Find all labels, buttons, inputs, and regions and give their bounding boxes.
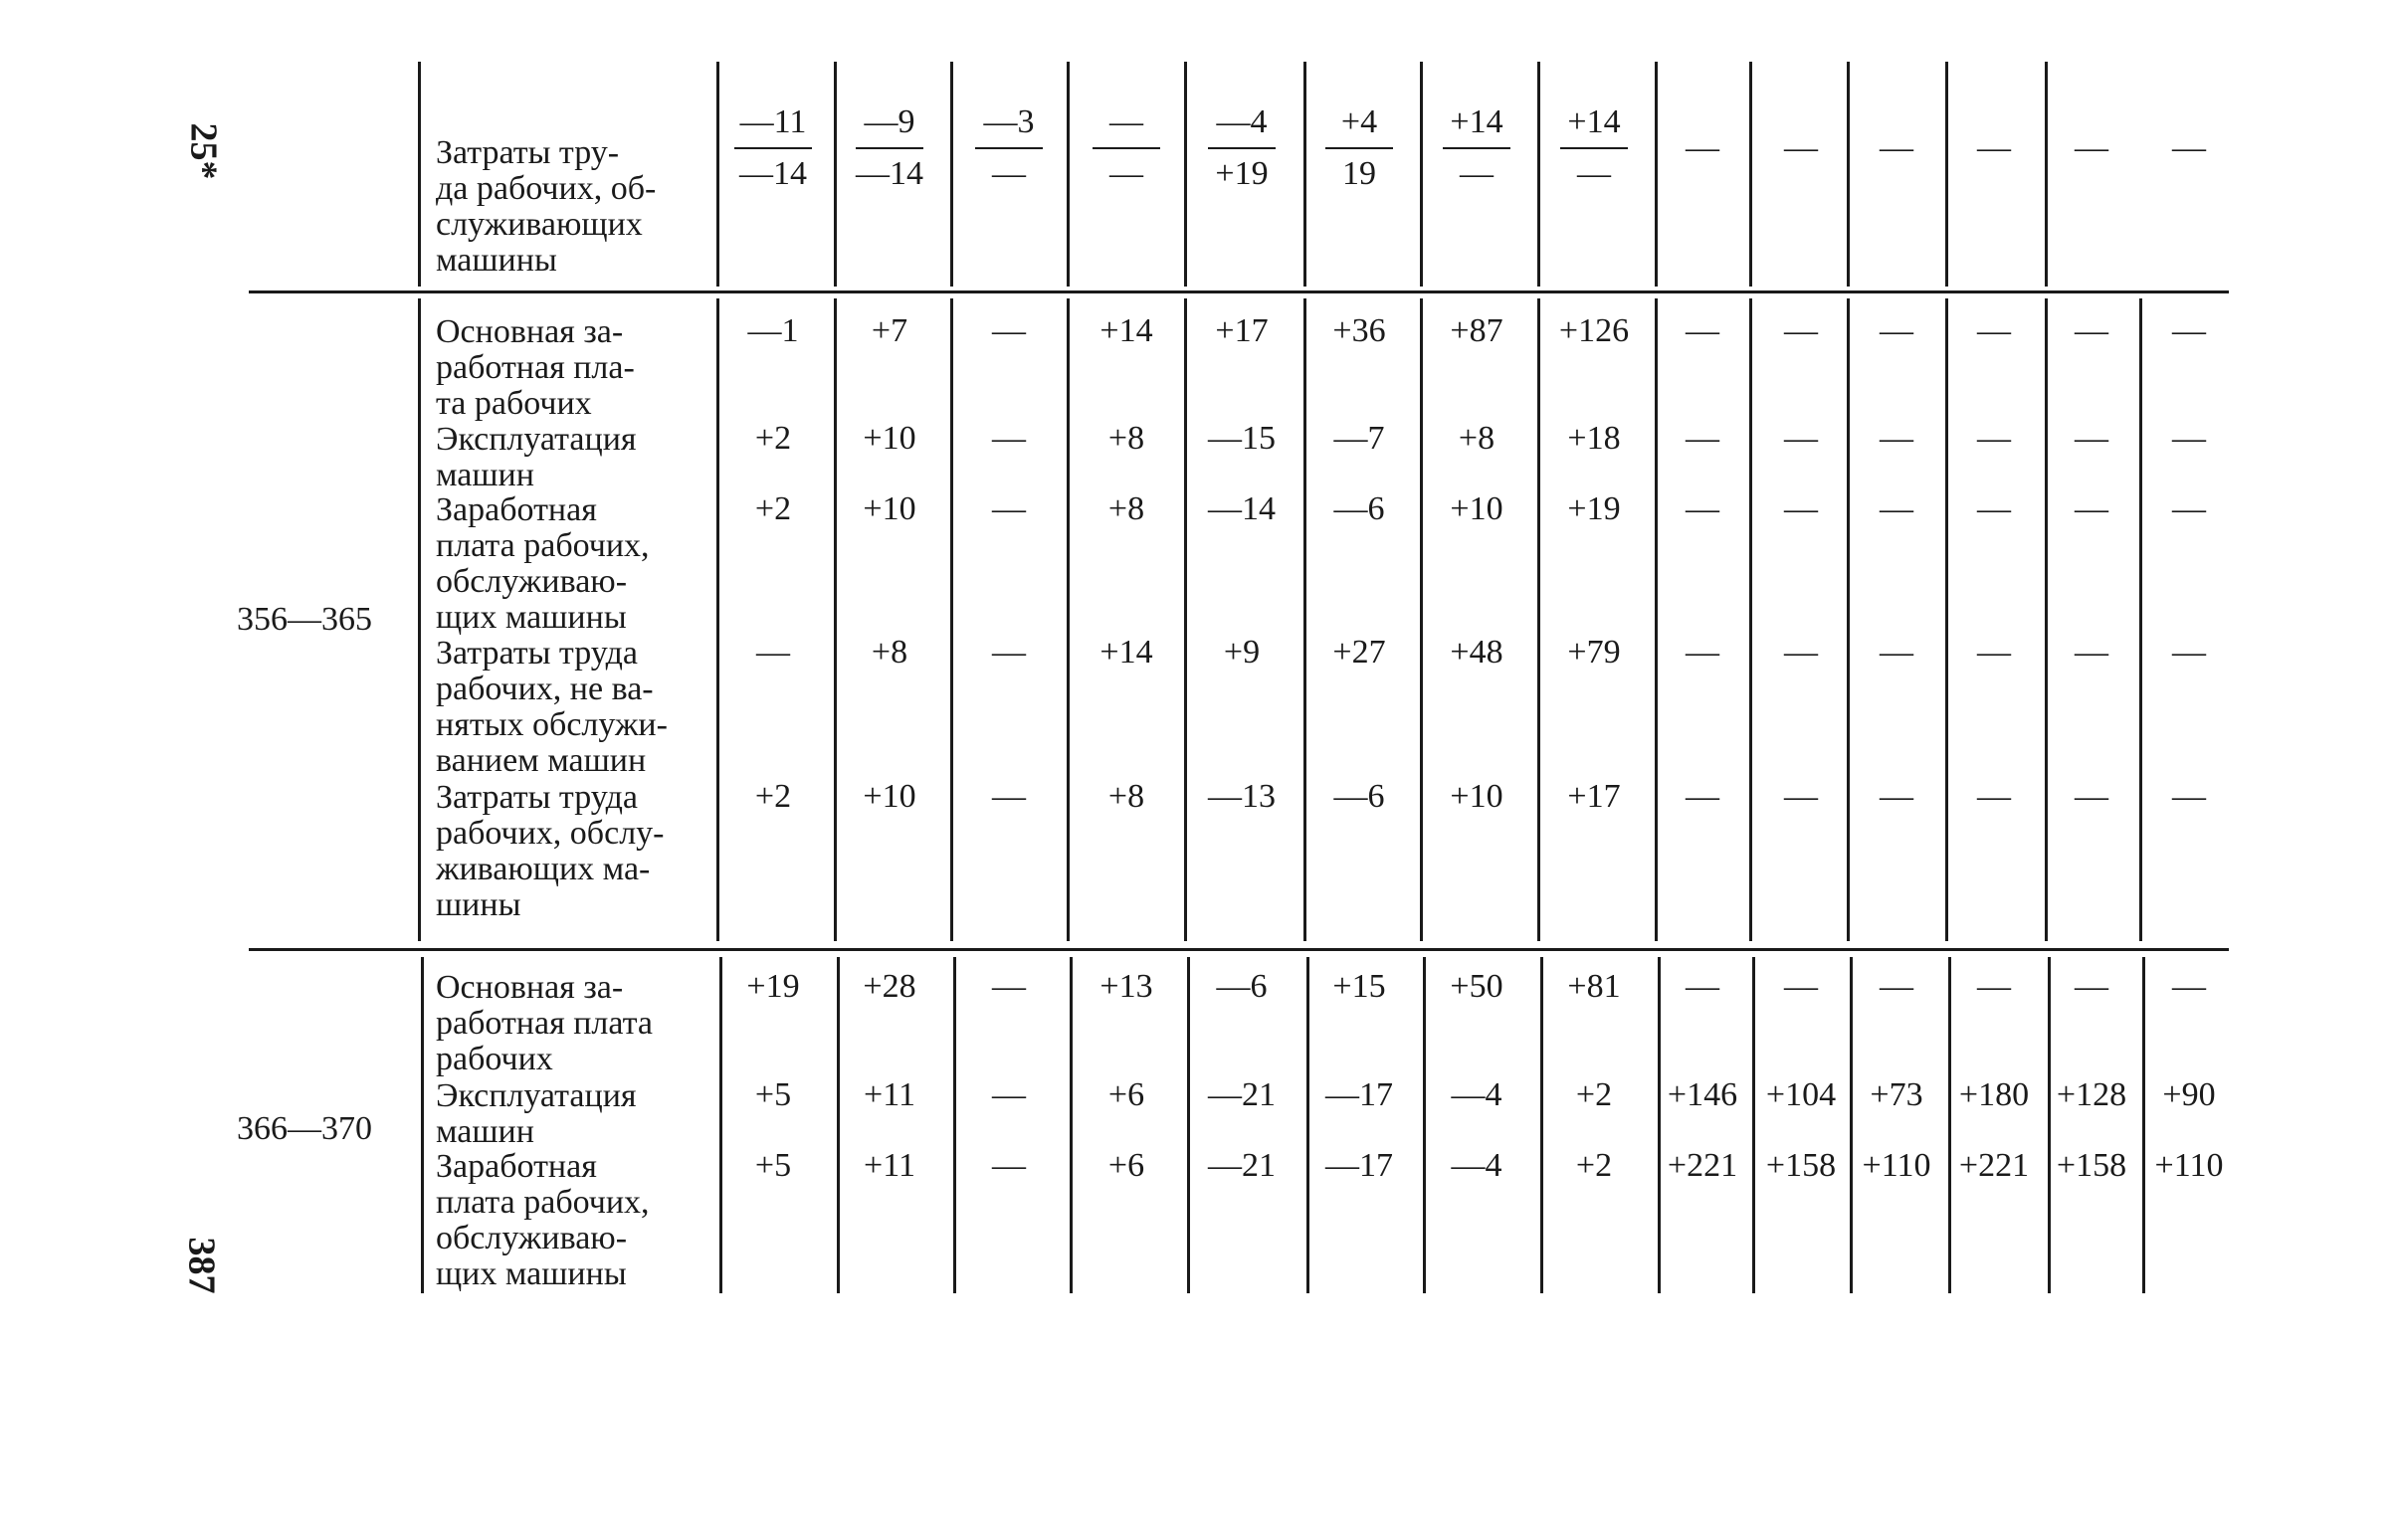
table-cell: +221 xyxy=(1958,1147,2030,1184)
table-cell: —15 xyxy=(1208,420,1276,457)
table-cell: +221 xyxy=(1667,1147,1738,1184)
table-cell: +11 xyxy=(864,1076,915,1113)
column-rule xyxy=(837,957,840,1293)
table-cell: — xyxy=(2075,634,2108,671)
row-label-line: машины xyxy=(436,242,557,279)
table-cell: +10 xyxy=(863,490,916,527)
table-cell: — xyxy=(1880,420,1913,457)
table-cell: — xyxy=(1977,968,2011,1005)
table-cell: +158 xyxy=(2056,1147,2127,1184)
row-label-line: рабочих xyxy=(436,1041,553,1077)
table-cell: — xyxy=(2172,312,2206,349)
table-cell: +50 xyxy=(1450,968,1503,1005)
fraction-numerator: —4 xyxy=(1208,97,1276,149)
table-cell: +15 xyxy=(1332,968,1386,1005)
table-cell: +128 xyxy=(2056,1076,2127,1113)
table-cell: +27 xyxy=(1332,634,1386,671)
fraction-numerator: +14 xyxy=(1560,97,1628,149)
table-cell: — xyxy=(2075,778,2108,815)
row-label-line: обслуживаю- xyxy=(436,563,628,600)
column-rule xyxy=(1067,298,1070,941)
row-label-line: рабочих, обслу- xyxy=(436,815,665,852)
column-rule xyxy=(1948,957,1951,1293)
table-cell: +8 xyxy=(1107,490,1145,527)
table-cell: +180 xyxy=(1958,1076,2030,1113)
table-cell: — xyxy=(2172,634,2206,671)
row-label-line: нятых обслужи- xyxy=(436,706,668,743)
table-cell: — xyxy=(992,634,1026,671)
table-cell: — xyxy=(1977,420,2011,457)
page-number: 387 xyxy=(180,1237,223,1294)
table-cell: +73 xyxy=(1870,1076,1923,1113)
table-cell: — xyxy=(1784,968,1818,1005)
table-cell: — xyxy=(992,778,1026,815)
table-cell: +104 xyxy=(1765,1076,1837,1113)
column-rule xyxy=(1749,62,1752,287)
row-label-line: Основная за- xyxy=(436,313,624,350)
table-cell: +14 xyxy=(1099,312,1153,349)
table-cell: +18 xyxy=(1567,420,1621,457)
fraction-numerator: +14 xyxy=(1443,97,1510,149)
column-rule xyxy=(421,957,424,1293)
table-cell: +48 xyxy=(1450,634,1503,671)
column-rule xyxy=(1850,957,1853,1293)
table-cell: — xyxy=(1784,312,1818,349)
table-cell: — xyxy=(1784,420,1818,457)
fraction-cell xyxy=(1422,97,1531,199)
column-rule xyxy=(953,957,956,1293)
fraction-cell xyxy=(1539,97,1649,199)
row-label-line: Эксплуатация xyxy=(436,421,637,458)
table-cell: — xyxy=(1784,490,1818,527)
table-cell: +2 xyxy=(754,420,792,457)
table-cell: +10 xyxy=(1450,778,1503,815)
table-cell: — xyxy=(2075,490,2108,527)
fraction-cell xyxy=(1187,97,1297,199)
column-rule xyxy=(1749,298,1752,941)
table-cell: — xyxy=(756,634,790,671)
table-cell: — xyxy=(2172,490,2206,527)
table-cell: — xyxy=(1784,778,1818,815)
table-cell: —6 xyxy=(1333,778,1385,815)
table-cell: — xyxy=(2172,968,2206,1005)
fraction-denominator: — xyxy=(1577,155,1611,192)
column-rule xyxy=(1420,298,1423,941)
table-cell: +9 xyxy=(1223,634,1261,671)
table-cell: —17 xyxy=(1325,1147,1393,1184)
fraction-numerator: — xyxy=(1093,97,1160,149)
table-cell: +158 xyxy=(1765,1147,1837,1184)
row-label-line: служивающих xyxy=(436,206,643,243)
table-cell: +8 xyxy=(1107,778,1145,815)
column-rule xyxy=(1070,957,1073,1293)
column-rule xyxy=(1303,298,1306,941)
table-cell: +11 xyxy=(864,1147,915,1184)
table-cell: — xyxy=(2075,968,2108,1005)
fraction-denominator: +19 xyxy=(1215,155,1269,192)
table-cell: +6 xyxy=(1107,1147,1145,1184)
table-cell: — xyxy=(2172,129,2206,166)
row-label-line: машин xyxy=(436,457,534,493)
row-range-366-370: 366—370 xyxy=(237,1110,372,1147)
table-cell: +8 xyxy=(1458,420,1496,457)
row-label-line: Эксплуатация xyxy=(436,1077,637,1114)
table-cell: — xyxy=(1977,129,2011,166)
row-label-line: та рабочих xyxy=(436,385,592,422)
table-cell: — xyxy=(1880,129,1913,166)
table-cell: — xyxy=(1686,312,1719,349)
fraction-denominator: — xyxy=(992,155,1026,192)
column-rule xyxy=(1423,957,1426,1293)
row-label-line: Заработная xyxy=(436,1148,597,1185)
table-cell: — xyxy=(1880,778,1913,815)
table-cell: — xyxy=(992,1076,1026,1113)
row-label-line: щих машины xyxy=(436,599,627,636)
row-label-line: плата рабочих, xyxy=(436,527,650,564)
table-cell: —6 xyxy=(1333,490,1385,527)
table-cell: +28 xyxy=(863,968,916,1005)
column-rule xyxy=(719,957,722,1293)
column-rule xyxy=(1184,298,1187,941)
row-label-line: плата рабочих, xyxy=(436,1184,650,1221)
table-cell: — xyxy=(1686,490,1719,527)
table-cell: — xyxy=(1977,312,2011,349)
table-cell: +87 xyxy=(1450,312,1503,349)
column-rule xyxy=(1945,298,1948,941)
table-cell: —14 xyxy=(1208,490,1276,527)
column-rule xyxy=(1067,62,1070,287)
table-cell: —1 xyxy=(747,312,799,349)
table-cell: +2 xyxy=(1575,1076,1613,1113)
column-rule xyxy=(2045,62,2048,287)
fraction-numerator: +4 xyxy=(1325,97,1393,149)
column-rule xyxy=(1847,298,1850,941)
table-cell: +19 xyxy=(746,968,800,1005)
fraction-denominator: 19 xyxy=(1342,155,1376,192)
table-cell: +2 xyxy=(754,778,792,815)
fraction-numerator: —9 xyxy=(856,97,923,149)
table-cell: — xyxy=(992,1147,1026,1184)
row-label-line: Заработная xyxy=(436,491,597,528)
row-label-line: Затраты тру- xyxy=(436,134,620,171)
row-range-356-365: 356—365 xyxy=(237,601,372,638)
table-cell: — xyxy=(992,420,1026,457)
column-rule xyxy=(2139,298,2142,941)
table-cell: — xyxy=(1686,968,1719,1005)
fraction-numerator: —11 xyxy=(734,97,813,149)
table-cell: — xyxy=(1686,634,1719,671)
table-cell: — xyxy=(1977,634,2011,671)
table-cell: — xyxy=(1880,634,1913,671)
table-cell: —4 xyxy=(1451,1147,1502,1184)
table-cell: —7 xyxy=(1333,420,1385,457)
fraction-cell xyxy=(1072,97,1181,199)
column-rule xyxy=(1306,957,1309,1293)
table-cell: —6 xyxy=(1216,968,1268,1005)
table-cell: +17 xyxy=(1567,778,1621,815)
table-cell: — xyxy=(1686,778,1719,815)
table-cell: +8 xyxy=(871,634,908,671)
row-label-line: ванием машин xyxy=(436,742,647,779)
table-cell: +79 xyxy=(1567,634,1621,671)
table-cell: +17 xyxy=(1215,312,1269,349)
table-cell: — xyxy=(2075,312,2108,349)
row-label-line: машин xyxy=(436,1113,534,1150)
table-cell: — xyxy=(1784,634,1818,671)
table-cell: — xyxy=(2172,420,2206,457)
table-cell: — xyxy=(1686,420,1719,457)
table-cell: +126 xyxy=(1558,312,1630,349)
column-rule xyxy=(950,62,953,287)
column-rule xyxy=(1945,62,1948,287)
table-cell: +7 xyxy=(871,312,908,349)
column-rule xyxy=(1655,298,1658,941)
table-cell: — xyxy=(1880,968,1913,1005)
row-label-line: работная плата xyxy=(436,1005,653,1042)
row-label-line: щих машины xyxy=(436,1255,627,1292)
column-rule xyxy=(950,298,953,941)
table-cell: +5 xyxy=(754,1147,792,1184)
row-label-line: живающих ма- xyxy=(436,851,651,887)
column-rule xyxy=(2142,957,2145,1293)
section-divider-1 xyxy=(249,290,2229,293)
fraction-denominator: — xyxy=(1460,155,1494,192)
column-rule xyxy=(1752,957,1755,1293)
table-cell: — xyxy=(992,968,1026,1005)
row-label-line: Затраты труда xyxy=(436,779,639,816)
table-cell: — xyxy=(992,312,1026,349)
row-label-line: Основная за- xyxy=(436,969,624,1006)
column-rule xyxy=(716,298,719,941)
table-cell: +10 xyxy=(863,420,916,457)
table-cell: +13 xyxy=(1099,968,1153,1005)
table-cell: +10 xyxy=(863,778,916,815)
column-rule xyxy=(418,62,421,287)
fraction-cell xyxy=(835,97,944,199)
table-cell: +81 xyxy=(1567,968,1621,1005)
section-divider-2 xyxy=(249,948,2229,951)
column-rule xyxy=(834,298,837,941)
table-cell: — xyxy=(2172,778,2206,815)
table-cell: +19 xyxy=(1567,490,1621,527)
column-rule xyxy=(1537,298,1540,941)
table-cell: +2 xyxy=(754,490,792,527)
table-cell: — xyxy=(992,490,1026,527)
table-cell: —4 xyxy=(1451,1076,1502,1113)
table-cell: — xyxy=(2075,420,2108,457)
table-cell: — xyxy=(1977,778,2011,815)
column-rule xyxy=(2048,957,2051,1293)
row-label-line: рабочих, не ва- xyxy=(436,671,654,707)
table-cell: — xyxy=(2075,129,2108,166)
table-cell: +36 xyxy=(1332,312,1386,349)
table-cell: — xyxy=(1977,490,2011,527)
table-cell: —21 xyxy=(1208,1076,1276,1113)
table-cell: +14 xyxy=(1099,634,1153,671)
table-cell: —13 xyxy=(1208,778,1276,815)
row-label-line: Затраты труда xyxy=(436,635,639,672)
table-cell: — xyxy=(1784,129,1818,166)
fraction-cell xyxy=(1304,97,1414,199)
table-cell: +8 xyxy=(1107,420,1145,457)
row-label-line: обслуживаю- xyxy=(436,1220,628,1256)
table-cell: +5 xyxy=(754,1076,792,1113)
row-label-line: работная пла- xyxy=(436,349,635,386)
table-cell: —17 xyxy=(1325,1076,1393,1113)
fraction-denominator: —14 xyxy=(739,155,807,192)
column-rule xyxy=(1655,62,1658,287)
column-rule xyxy=(2045,298,2048,941)
table-cell: +110 xyxy=(1862,1147,1931,1184)
column-rule xyxy=(418,298,421,941)
table-cell: +110 xyxy=(2154,1147,2224,1184)
column-rule xyxy=(1847,62,1850,287)
row-label-line: да рабочих, об- xyxy=(436,170,657,207)
fraction-denominator: —14 xyxy=(856,155,923,192)
table-cell: — xyxy=(1880,490,1913,527)
column-rule xyxy=(1540,957,1543,1293)
table-cell: +146 xyxy=(1667,1076,1738,1113)
table-cell: +2 xyxy=(1575,1147,1613,1184)
column-rule xyxy=(1658,957,1661,1293)
page-mark-top: 25* xyxy=(182,122,225,180)
table-cell: —21 xyxy=(1208,1147,1276,1184)
row-label-line: шины xyxy=(436,886,521,923)
fraction-numerator: —3 xyxy=(975,97,1043,149)
table-cell: +90 xyxy=(2162,1076,2216,1113)
table-cell: +10 xyxy=(1450,490,1503,527)
table-cell: +6 xyxy=(1107,1076,1145,1113)
column-rule xyxy=(1187,957,1190,1293)
fraction-denominator: — xyxy=(1109,155,1143,192)
fraction-cell xyxy=(718,97,828,199)
table-cell: — xyxy=(1880,312,1913,349)
table-cell: — xyxy=(1686,129,1719,166)
fraction-cell xyxy=(954,97,1064,199)
